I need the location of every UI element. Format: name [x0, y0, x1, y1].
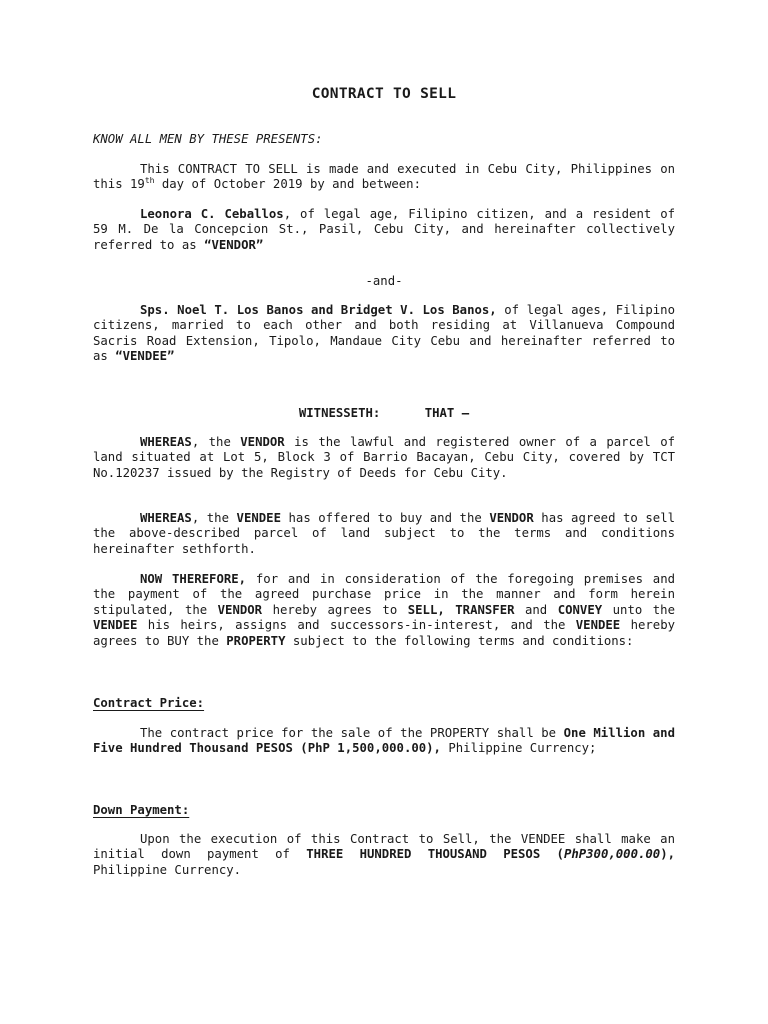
down-payment-amount: THREE HUNDRED THOUSAND PESOS (: [306, 847, 564, 862]
intro-text-a: This CONTRACT TO SELL is made and executed in Cebu City, Philippines on this 19: [93, 162, 675, 192]
witnesseth-line: [0, 406, 768, 420]
vendor-term: VENDOR: [217, 602, 263, 617]
vendor-party-paragraph: [93, 207, 675, 253]
text: his heirs, assigns and successors-in-interest, and the: [137, 618, 576, 633]
vendor-term: VENDOR: [489, 511, 534, 525]
text: is the lawful and registered owner of a parcel of land situated at Lot 5, Block 3 of Barrio Bacayan, Cebu City, covered by TCT No.120237 issued by the Registry of Deeds for Cebu City.: [93, 435, 676, 480]
down-payment-close: ),: [660, 847, 675, 862]
text: has agreed to sell the above-described parcel of land subject to the terms and conditions hereinafter sethforth.: [93, 511, 675, 556]
text: The contract price for the sale of the PROPERTY shall be: [140, 726, 564, 740]
contract-price-amount: One Million and Five Hundred Thousand PESOS (PhP 1,500,000.00),: [93, 726, 675, 756]
vendee-term: VENDEE: [236, 511, 281, 525]
vendee-name: Sps. Noel T. Los Banos and Bridget V. Los Banos,: [140, 303, 497, 317]
now-therefore-paragraph: [93, 572, 675, 649]
vendee-term: VENDEE: [93, 618, 138, 633]
whereas-lead: WHEREAS: [140, 435, 192, 449]
vendee-party-text: of legal ages, Filipino citizens, married to each other and both residing at Villanueva Compound Sacris Road Extension, Tipolo, Mandaue City Cebu and hereinafter referred to as: [93, 303, 675, 364]
intro-paragraph: [93, 162, 675, 193]
vendor-designation: “VENDOR”: [204, 237, 264, 252]
contract-price-heading: Contract Price:: [93, 696, 205, 710]
vendee-designation: “VENDEE”: [115, 349, 175, 364]
down-payment-figure: PhP300,000.00: [563, 847, 661, 862]
vendor-party-text: , of legal age, Filipino citizen, and a resident of 59 M. De la Concepcion St., Pasil, Cebu City, and hereinafter collectively referred to as: [93, 207, 675, 252]
text: Philippine Currency.: [93, 862, 242, 877]
and-separator: -and-: [365, 274, 403, 288]
vendee-party-paragraph: [93, 303, 675, 365]
whereas-paragraph-2: [93, 511, 675, 557]
text: has offered to buy and the: [280, 511, 490, 525]
down-payment-paragraph: [93, 832, 675, 878]
text: , the: [191, 511, 237, 525]
text: Upon the execution of this Contract to Sell, the VENDEE shall make an initial down payment of: [93, 832, 675, 862]
text: hereby agrees to: [262, 602, 408, 617]
vendor-name: Leonora C. Ceballos: [140, 207, 284, 221]
text: subject to the following terms and conditions:: [285, 633, 634, 648]
day-suffix: th: [144, 176, 155, 186]
down-payment-heading: Down Payment:: [93, 803, 190, 817]
text: unto the: [602, 602, 675, 617]
intro-text-b: day of October 2019 by and between:: [154, 177, 421, 192]
witnesseth-that: THAT –: [424, 406, 470, 420]
contract-price-paragraph: [93, 726, 675, 757]
text: for and in consideration of the foregoing premises and the payment of the agreed purchase price in the manner and form herein stipulated, the: [93, 572, 676, 617]
sell-term: SELL, TRANSFER: [407, 602, 515, 617]
witnesseth-label: WITNESSETH:: [298, 406, 381, 420]
whereas-paragraph-1: [93, 435, 675, 481]
text: , the: [191, 435, 241, 449]
vendee-term: VENDEE: [575, 618, 621, 633]
preamble: KNOW ALL MEN BY THESE PRESENTS:: [93, 132, 323, 146]
vendor-term: VENDOR: [240, 435, 285, 449]
now-therefore-lead: NOW THEREFORE,: [140, 572, 247, 586]
whereas-lead: WHEREAS: [140, 511, 192, 525]
convey-term: CONVEY: [557, 602, 603, 617]
property-term: PROPERTY: [226, 633, 286, 648]
text: and: [514, 602, 558, 617]
text: Philippine Currency;: [440, 741, 597, 756]
document-title: CONTRACT TO SELL: [311, 86, 457, 102]
text: hereby agrees to BUY the: [93, 618, 675, 648]
